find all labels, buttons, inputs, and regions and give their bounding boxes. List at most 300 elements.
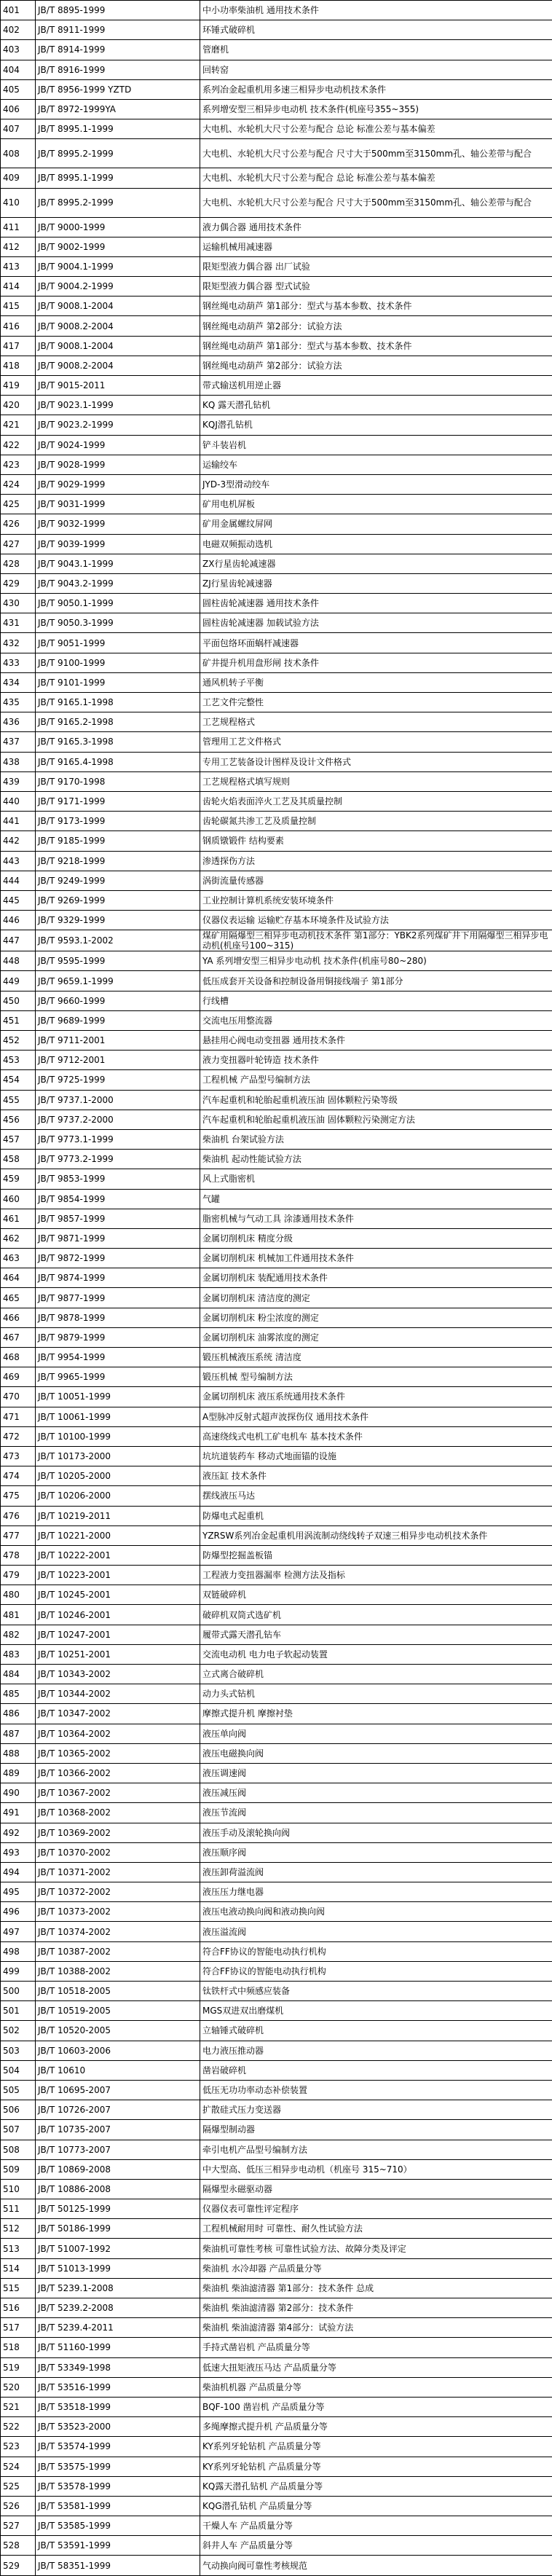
row-number: 463 [1, 1249, 36, 1268]
standard-code: JB/T 10343-2002 [36, 1665, 200, 1684]
row-number: 475 [1, 1486, 36, 1506]
table-row [1, 1625, 552, 1644]
table-row [1, 871, 552, 890]
row-number: 430 [1, 594, 36, 613]
standard-title: 仪器仪表可靠性评定程序 [200, 2199, 552, 2219]
standard-code: JB/T 53523-2000 [36, 2417, 200, 2437]
standard-code: JB/T 53349-1998 [36, 2357, 200, 2377]
row-number: 444 [1, 871, 36, 890]
row-number: 483 [1, 1644, 36, 1664]
table-row [1, 495, 552, 514]
row-number: 479 [1, 1566, 36, 1585]
table-row [1, 514, 552, 534]
row-number: 499 [1, 1961, 36, 1981]
row-number: 462 [1, 1228, 36, 1248]
row-number: 503 [1, 2041, 36, 2060]
table-row [1, 1506, 552, 1525]
standard-title: 工程机械耐用时 可靠性、耐久性试验方法 [200, 2219, 552, 2239]
table-row [1, 1902, 552, 1922]
standard-code: JB/T 10347-2002 [36, 1704, 200, 1724]
standard-code: JB/T 10370-2002 [36, 1842, 200, 1862]
standard-code: JB/T 9773.2-1999 [36, 1150, 200, 1169]
row-number: 481 [1, 1605, 36, 1625]
standard-title: 立轴锤式破碎机 [200, 2021, 552, 2041]
row-number: 442 [1, 831, 36, 851]
standard-title: KQG潜孔钻机 产品质量分等 [200, 2496, 552, 2516]
standard-code: JB/T 9659.1-1999 [36, 971, 200, 991]
standard-code: JB/T 9872-1999 [36, 1249, 200, 1268]
row-number: 432 [1, 633, 36, 653]
table-row [1, 2516, 552, 2536]
table-row [1, 1228, 552, 1248]
row-number: 447 [1, 930, 36, 951]
standard-code: JB/T 9711-2001 [36, 1031, 200, 1051]
row-number: 507 [1, 2120, 36, 2140]
standard-title: 低速大扭矩液压马达 产品质量分等 [200, 2357, 552, 2377]
standard-code: JB/T 10387-2002 [36, 1941, 200, 1961]
standard-title: 中小功率柴油机 通用技术条件 [200, 1, 552, 20]
row-number: 487 [1, 1724, 36, 1743]
row-number: 435 [1, 693, 36, 712]
standard-title: 液压手动及滚轮换向阀 [200, 1823, 552, 1842]
standard-title: 电磁双频振动选机 [200, 534, 552, 554]
row-number: 446 [1, 911, 36, 930]
standard-code: JB/T 9008.1-2004 [36, 336, 200, 356]
standard-code: JB/T 8995.1-1999 [36, 168, 200, 188]
row-number: 523 [1, 2437, 36, 2457]
table-row [1, 1922, 552, 1941]
table-row [1, 217, 552, 237]
table-row [1, 2199, 552, 2219]
standard-code: JB/T 9874-1999 [36, 1268, 200, 1288]
table-row [1, 2417, 552, 2437]
row-number: 473 [1, 1446, 36, 1466]
standard-title: 大电机、水轮机大尺寸公差与配合 尺寸大于500mm至3150mm孔、轴公差带与配合 [200, 188, 552, 217]
standard-title: YA 系列增安型三相异步电动机 技术条件(机座号80~280) [200, 951, 552, 971]
standard-code: JB/T 10869-2008 [36, 2159, 200, 2179]
standard-title: KQ露天潜孔钻机 产品质量分等 [200, 2476, 552, 2496]
standard-code: JB/T 9854-1999 [36, 1189, 200, 1209]
standard-title: 涡街流量传感器 [200, 871, 552, 890]
table-row [1, 79, 552, 99]
standard-code: JB/T 9004.1-1999 [36, 256, 200, 276]
row-number: 438 [1, 752, 36, 771]
table-row [1, 851, 552, 871]
standard-title: 带式输送机用逆止器 [200, 376, 552, 396]
row-number: 486 [1, 1704, 36, 1724]
row-number: 411 [1, 217, 36, 237]
row-number: 480 [1, 1585, 36, 1605]
table-row [1, 1407, 552, 1426]
standard-title: 履带式露天潜孔钻车 [200, 1625, 552, 1644]
row-number: 418 [1, 356, 36, 375]
row-number: 434 [1, 672, 36, 692]
standard-code: JB/T 9712-2001 [36, 1051, 200, 1070]
standard-code: JB/T 10518-2005 [36, 1982, 200, 2001]
standard-code: JB/T 9965-1999 [36, 1367, 200, 1387]
standard-title: 液力偶合器 通用技术条件 [200, 217, 552, 237]
standard-title: 金属切削机床 油雾浓度的测定 [200, 1327, 552, 1347]
table-row [1, 1525, 552, 1545]
standard-title: 钢丝绳电动葫芦 第1部分：型式与基本参数、技术条件 [200, 297, 552, 316]
row-number: 461 [1, 1209, 36, 1228]
standard-code: JB/T 9165.2-1998 [36, 712, 200, 732]
standard-title: 工艺规程格式 [200, 712, 552, 732]
table-row [1, 2060, 552, 2080]
standard-title: 限矩型液力偶合器 型式试验 [200, 277, 552, 297]
standard-title: 回转窑 [200, 60, 552, 79]
table-row [1, 1268, 552, 1288]
standard-code: JB/T 9032-1999 [36, 514, 200, 534]
table-row [1, 2556, 552, 2575]
table-row [1, 1823, 552, 1842]
row-number: 433 [1, 653, 36, 672]
standard-title: 金属切削机床 粉尘浓度的测定 [200, 1308, 552, 1327]
standard-code: JB/T 9185-1999 [36, 831, 200, 851]
standard-code: JB/T 9773.1-1999 [36, 1129, 200, 1149]
standard-code: JB/T 9853-1999 [36, 1169, 200, 1189]
table-row [1, 1605, 552, 1625]
standard-code: JB/T 58351-1999 [36, 2556, 200, 2575]
table-row [1, 613, 552, 633]
row-number: 488 [1, 1743, 36, 1763]
row-number: 500 [1, 1982, 36, 2001]
standard-code: JB/T 9028-1999 [36, 455, 200, 474]
table-row [1, 1288, 552, 1308]
table-row [1, 633, 552, 653]
table-row [1, 1665, 552, 1684]
standard-code: JB/T 9660-1999 [36, 991, 200, 1010]
row-number: 476 [1, 1506, 36, 1525]
row-number: 417 [1, 336, 36, 356]
standard-title: 液压卸荷溢流阀 [200, 1862, 552, 1882]
standard-title: 钢丝绳电动葫芦 第2部分：试验方法 [200, 356, 552, 375]
standard-code: JB/T 10519-2005 [36, 2001, 200, 2021]
row-number: 439 [1, 771, 36, 791]
standard-title: 气动换向阀可靠性考核规范 [200, 2556, 552, 2575]
table-row [1, 890, 552, 910]
row-number: 516 [1, 2298, 36, 2318]
standard-code: JB/T 50186-1999 [36, 2219, 200, 2239]
standard-title: 平面包络环面蜗杆减速器 [200, 633, 552, 653]
standard-title: A型脉冲反射式超声波探伤仪 通用技术条件 [200, 1407, 552, 1426]
standard-code: JB/T 9725-1999 [36, 1070, 200, 1090]
standard-code: JB/T 10726-2007 [36, 2100, 200, 2120]
standard-code: JB/T 9877-1999 [36, 1288, 200, 1308]
row-number: 424 [1, 474, 36, 494]
standard-code: JB/T 9737.1-2000 [36, 1090, 200, 1110]
standard-code: JB/T 9737.2-2000 [36, 1110, 200, 1129]
table-row [1, 2041, 552, 2060]
standard-code: JB/T 9871-1999 [36, 1228, 200, 1248]
row-number: 405 [1, 79, 36, 99]
standard-code: JB/T 9015-2011 [36, 376, 200, 396]
table-row [1, 594, 552, 613]
table-row [1, 2536, 552, 2556]
row-number: 448 [1, 951, 36, 971]
table-row [1, 168, 552, 188]
standard-title: 高速绕线式电机工矿电机车 基本技术条件 [200, 1426, 552, 1446]
standard-code: JB/T 5239.2-2008 [36, 2298, 200, 2318]
standard-title: 运输绞车 [200, 455, 552, 474]
row-number: 468 [1, 1348, 36, 1367]
standard-code: JB/T 9024-1999 [36, 435, 200, 455]
table-row [1, 951, 552, 971]
row-number: 484 [1, 1665, 36, 1684]
standard-title: 隔爆型制动器 [200, 2120, 552, 2140]
table-row [1, 1466, 552, 1486]
standard-code: JB/T 9004.2-1999 [36, 277, 200, 297]
row-number: 428 [1, 554, 36, 573]
table-row [1, 1961, 552, 1981]
row-number: 420 [1, 396, 36, 415]
standard-code: JB/T 9171-1999 [36, 791, 200, 811]
standard-code: JB/T 9002-1999 [36, 237, 200, 256]
row-number: 485 [1, 1684, 36, 1704]
standard-code: JB/T 8895-1999 [36, 1, 200, 20]
standard-code: JB/T 9000-1999 [36, 217, 200, 237]
standard-title: ZX行星齿轮减速器 [200, 554, 552, 573]
row-number: 410 [1, 188, 36, 217]
table-row [1, 1150, 552, 1169]
table-row [1, 1684, 552, 1704]
table-row [1, 2397, 552, 2416]
standard-title: 行线槽 [200, 991, 552, 1010]
row-number: 429 [1, 573, 36, 593]
standard-code: JB/T 9595-1999 [36, 951, 200, 971]
standard-title: 专用工艺装备设计图样及设计文件格式 [200, 752, 552, 771]
standard-title: 多绳摩擦式提升机 产品质量分等 [200, 2417, 552, 2437]
table-row [1, 435, 552, 455]
table-row [1, 99, 552, 119]
standard-title: 金属切削机床 精度分级 [200, 1228, 552, 1248]
table-row [1, 1743, 552, 1763]
standard-title: 隔爆型永磁驱动器 [200, 2179, 552, 2199]
table-row [1, 672, 552, 692]
standard-code: JB/T 51007-1992 [36, 2239, 200, 2258]
standard-title: 铲斗装岩机 [200, 435, 552, 455]
standard-title: 矿用电机屏板 [200, 495, 552, 514]
table-row [1, 237, 552, 256]
table-row [1, 534, 552, 554]
standard-title: 符合FF协议的智能电动执行机构 [200, 1961, 552, 1981]
standard-title: 脂密机械与气动工具 涂漆通用技术条件 [200, 1209, 552, 1228]
standard-code: JB/T 9008.2-2004 [36, 356, 200, 375]
standard-title: 钢质镦锻件 结构要素 [200, 831, 552, 851]
row-number: 482 [1, 1625, 36, 1644]
standard-title: 交流电动机 电力电子软起动装置 [200, 1644, 552, 1664]
row-number: 529 [1, 2556, 36, 2575]
standard-title: 液压压力继电器 [200, 1882, 552, 1902]
table-row [1, 1169, 552, 1189]
standard-title: 矿用金属螺纹屏网 [200, 514, 552, 534]
table-row [1, 1189, 552, 1209]
row-number: 519 [1, 2357, 36, 2377]
table-row [1, 1387, 552, 1407]
table-row [1, 1803, 552, 1823]
table-row [1, 1783, 552, 1803]
standard-title: 立式离合破碎机 [200, 1665, 552, 1684]
standard-title: 工程机械 产品型号编制方法 [200, 1070, 552, 1090]
standard-title: 液压电磁换向阀 [200, 1743, 552, 1763]
standard-title: 限矩型液力偶合器 出厂试验 [200, 256, 552, 276]
table-row [1, 2338, 552, 2357]
standard-title: KQJ潜孔钻机 [200, 415, 552, 435]
standard-title: 气罐 [200, 1189, 552, 1209]
row-number: 440 [1, 791, 36, 811]
table-row [1, 2159, 552, 2179]
table-row [1, 693, 552, 712]
table-row [1, 2001, 552, 2021]
table-row [1, 2120, 552, 2140]
row-number: 401 [1, 1, 36, 20]
standard-title: 锻压机械 型号编制方法 [200, 1367, 552, 1387]
standard-code: JB/T 9043.2-1999 [36, 573, 200, 593]
standard-title: 符合FF协议的智能电动执行机构 [200, 1941, 552, 1961]
table-row [1, 1308, 552, 1327]
table-row [1, 1585, 552, 1605]
table-row [1, 2021, 552, 2041]
standard-code: JB/T 10366-2002 [36, 1763, 200, 1783]
row-number: 404 [1, 60, 36, 79]
standard-title: 牵引电机产品型号编制方法 [200, 2140, 552, 2159]
standard-title: 金属切削机床 机械加工件通用技术条件 [200, 1249, 552, 1268]
table-row [1, 2437, 552, 2457]
standard-code: JB/T 9170-1998 [36, 771, 200, 791]
row-number: 495 [1, 1882, 36, 1902]
table-row [1, 1051, 552, 1070]
standard-title: 液压减压阀 [200, 1783, 552, 1803]
table-row [1, 119, 552, 139]
table-row [1, 474, 552, 494]
standard-title: 渗透探伤方法 [200, 851, 552, 871]
standard-title: JYD-3型滑动绞车 [200, 474, 552, 494]
table-row [1, 356, 552, 375]
table-row [1, 1010, 552, 1030]
standard-code: JB/T 10344-2002 [36, 1684, 200, 1704]
row-number: 452 [1, 1031, 36, 1051]
row-number: 443 [1, 851, 36, 871]
standard-title: 低压无功功率动态补偿装置 [200, 2080, 552, 2100]
standard-title: 柴油机 台架试验方法 [200, 1129, 552, 1149]
standard-title: ZJ行星齿轮减速器 [200, 573, 552, 593]
table-row [1, 1031, 552, 1051]
row-number: 431 [1, 613, 36, 633]
table-row [1, 1129, 552, 1149]
table-row [1, 188, 552, 217]
standard-code: JB/T 9100-1999 [36, 653, 200, 672]
table-row [1, 2476, 552, 2496]
standard-title: 干燥人车 产品质量分等 [200, 2516, 552, 2536]
standard-title: 系列冶金起重机用多速三相异步电动机技术条件 [200, 79, 552, 99]
standard-title: 坑坑道装药车 移动式地面锚的设施 [200, 1446, 552, 1466]
standard-code: JB/T 5239.1-2008 [36, 2278, 200, 2298]
row-number: 478 [1, 1545, 36, 1565]
row-number: 494 [1, 1862, 36, 1882]
standard-code: JB/T 9879-1999 [36, 1327, 200, 1347]
table-row [1, 1842, 552, 1862]
row-number: 510 [1, 2179, 36, 2199]
row-number: 515 [1, 2278, 36, 2298]
row-number: 511 [1, 2199, 36, 2219]
standard-code: JB/T 8911-1999 [36, 20, 200, 40]
standard-title: 煤矿用隔爆型三相异步电动机技术条件 第1部分：YBK2系列煤矿井下用隔爆型三相异步电动机(机座号100~315) [200, 930, 552, 951]
standard-title: 工艺规程格式填写规则 [200, 771, 552, 791]
standard-code: JB/T 10205-2000 [36, 1466, 200, 1486]
row-number: 403 [1, 40, 36, 60]
standard-code: JB/T 10773-2007 [36, 2140, 200, 2159]
table-row [1, 20, 552, 40]
table-row [1, 1367, 552, 1387]
row-number: 474 [1, 1466, 36, 1486]
standard-code: JB/T 10365-2002 [36, 1743, 200, 1763]
standard-code: JB/T 10100-1999 [36, 1426, 200, 1446]
row-number: 490 [1, 1783, 36, 1803]
standard-title: 风上式脂密机 [200, 1169, 552, 1189]
row-number: 522 [1, 2417, 36, 2437]
row-number: 498 [1, 1941, 36, 1961]
table-row [1, 1941, 552, 1961]
table-row [1, 2377, 552, 2397]
standard-code: JB/T 9249-1999 [36, 871, 200, 890]
standard-title: 锻压机械液压系统 清洁度 [200, 1348, 552, 1367]
table-row [1, 1070, 552, 1090]
table-row [1, 2179, 552, 2199]
standard-title: 工程液力变扭器漏率 检测方法及指标 [200, 1566, 552, 1585]
standard-title: 双链破碎机 [200, 1585, 552, 1605]
row-number: 408 [1, 139, 36, 168]
row-number: 458 [1, 1150, 36, 1169]
table-row [1, 40, 552, 60]
standard-code: JB/T 10251-2001 [36, 1644, 200, 1664]
standard-code: JB/T 10735-2007 [36, 2120, 200, 2140]
row-number: 512 [1, 2219, 36, 2239]
standard-title: 液力变扭器叶轮铸造 技术条件 [200, 1051, 552, 1070]
standard-title: MGS双进双出磨煤机 [200, 2001, 552, 2021]
table-row [1, 2258, 552, 2278]
row-number: 489 [1, 1763, 36, 1783]
table-row [1, 455, 552, 474]
row-number: 472 [1, 1426, 36, 1446]
table-row [1, 930, 552, 951]
table-row [1, 376, 552, 396]
table-row [1, 277, 552, 297]
table-row [1, 573, 552, 593]
table-row [1, 554, 552, 573]
row-number: 496 [1, 1902, 36, 1922]
standards-table-body [1, 1, 552, 2576]
standard-code: JB/T 10221-2000 [36, 1525, 200, 1545]
table-row [1, 791, 552, 811]
standard-code: JB/T 10223-2001 [36, 1566, 200, 1585]
standard-code: JB/T 10061-1999 [36, 1407, 200, 1426]
standard-title: 液压调速阀 [200, 1763, 552, 1783]
standard-code: JB/T 10222-2001 [36, 1545, 200, 1565]
standard-code: JB/T 9008.1-2004 [36, 297, 200, 316]
row-number: 426 [1, 514, 36, 534]
row-number: 402 [1, 20, 36, 40]
row-number: 437 [1, 732, 36, 752]
row-number: 454 [1, 1070, 36, 1090]
table-row [1, 2080, 552, 2100]
table-row [1, 1704, 552, 1724]
standard-title: 运输机械用减速器 [200, 237, 552, 256]
row-number: 414 [1, 277, 36, 297]
standard-code: JB/T 53578-1999 [36, 2476, 200, 2496]
table-row [1, 415, 552, 435]
standard-title: 交流电压用整流器 [200, 1010, 552, 1030]
standard-code: JB/T 9173-1999 [36, 812, 200, 831]
